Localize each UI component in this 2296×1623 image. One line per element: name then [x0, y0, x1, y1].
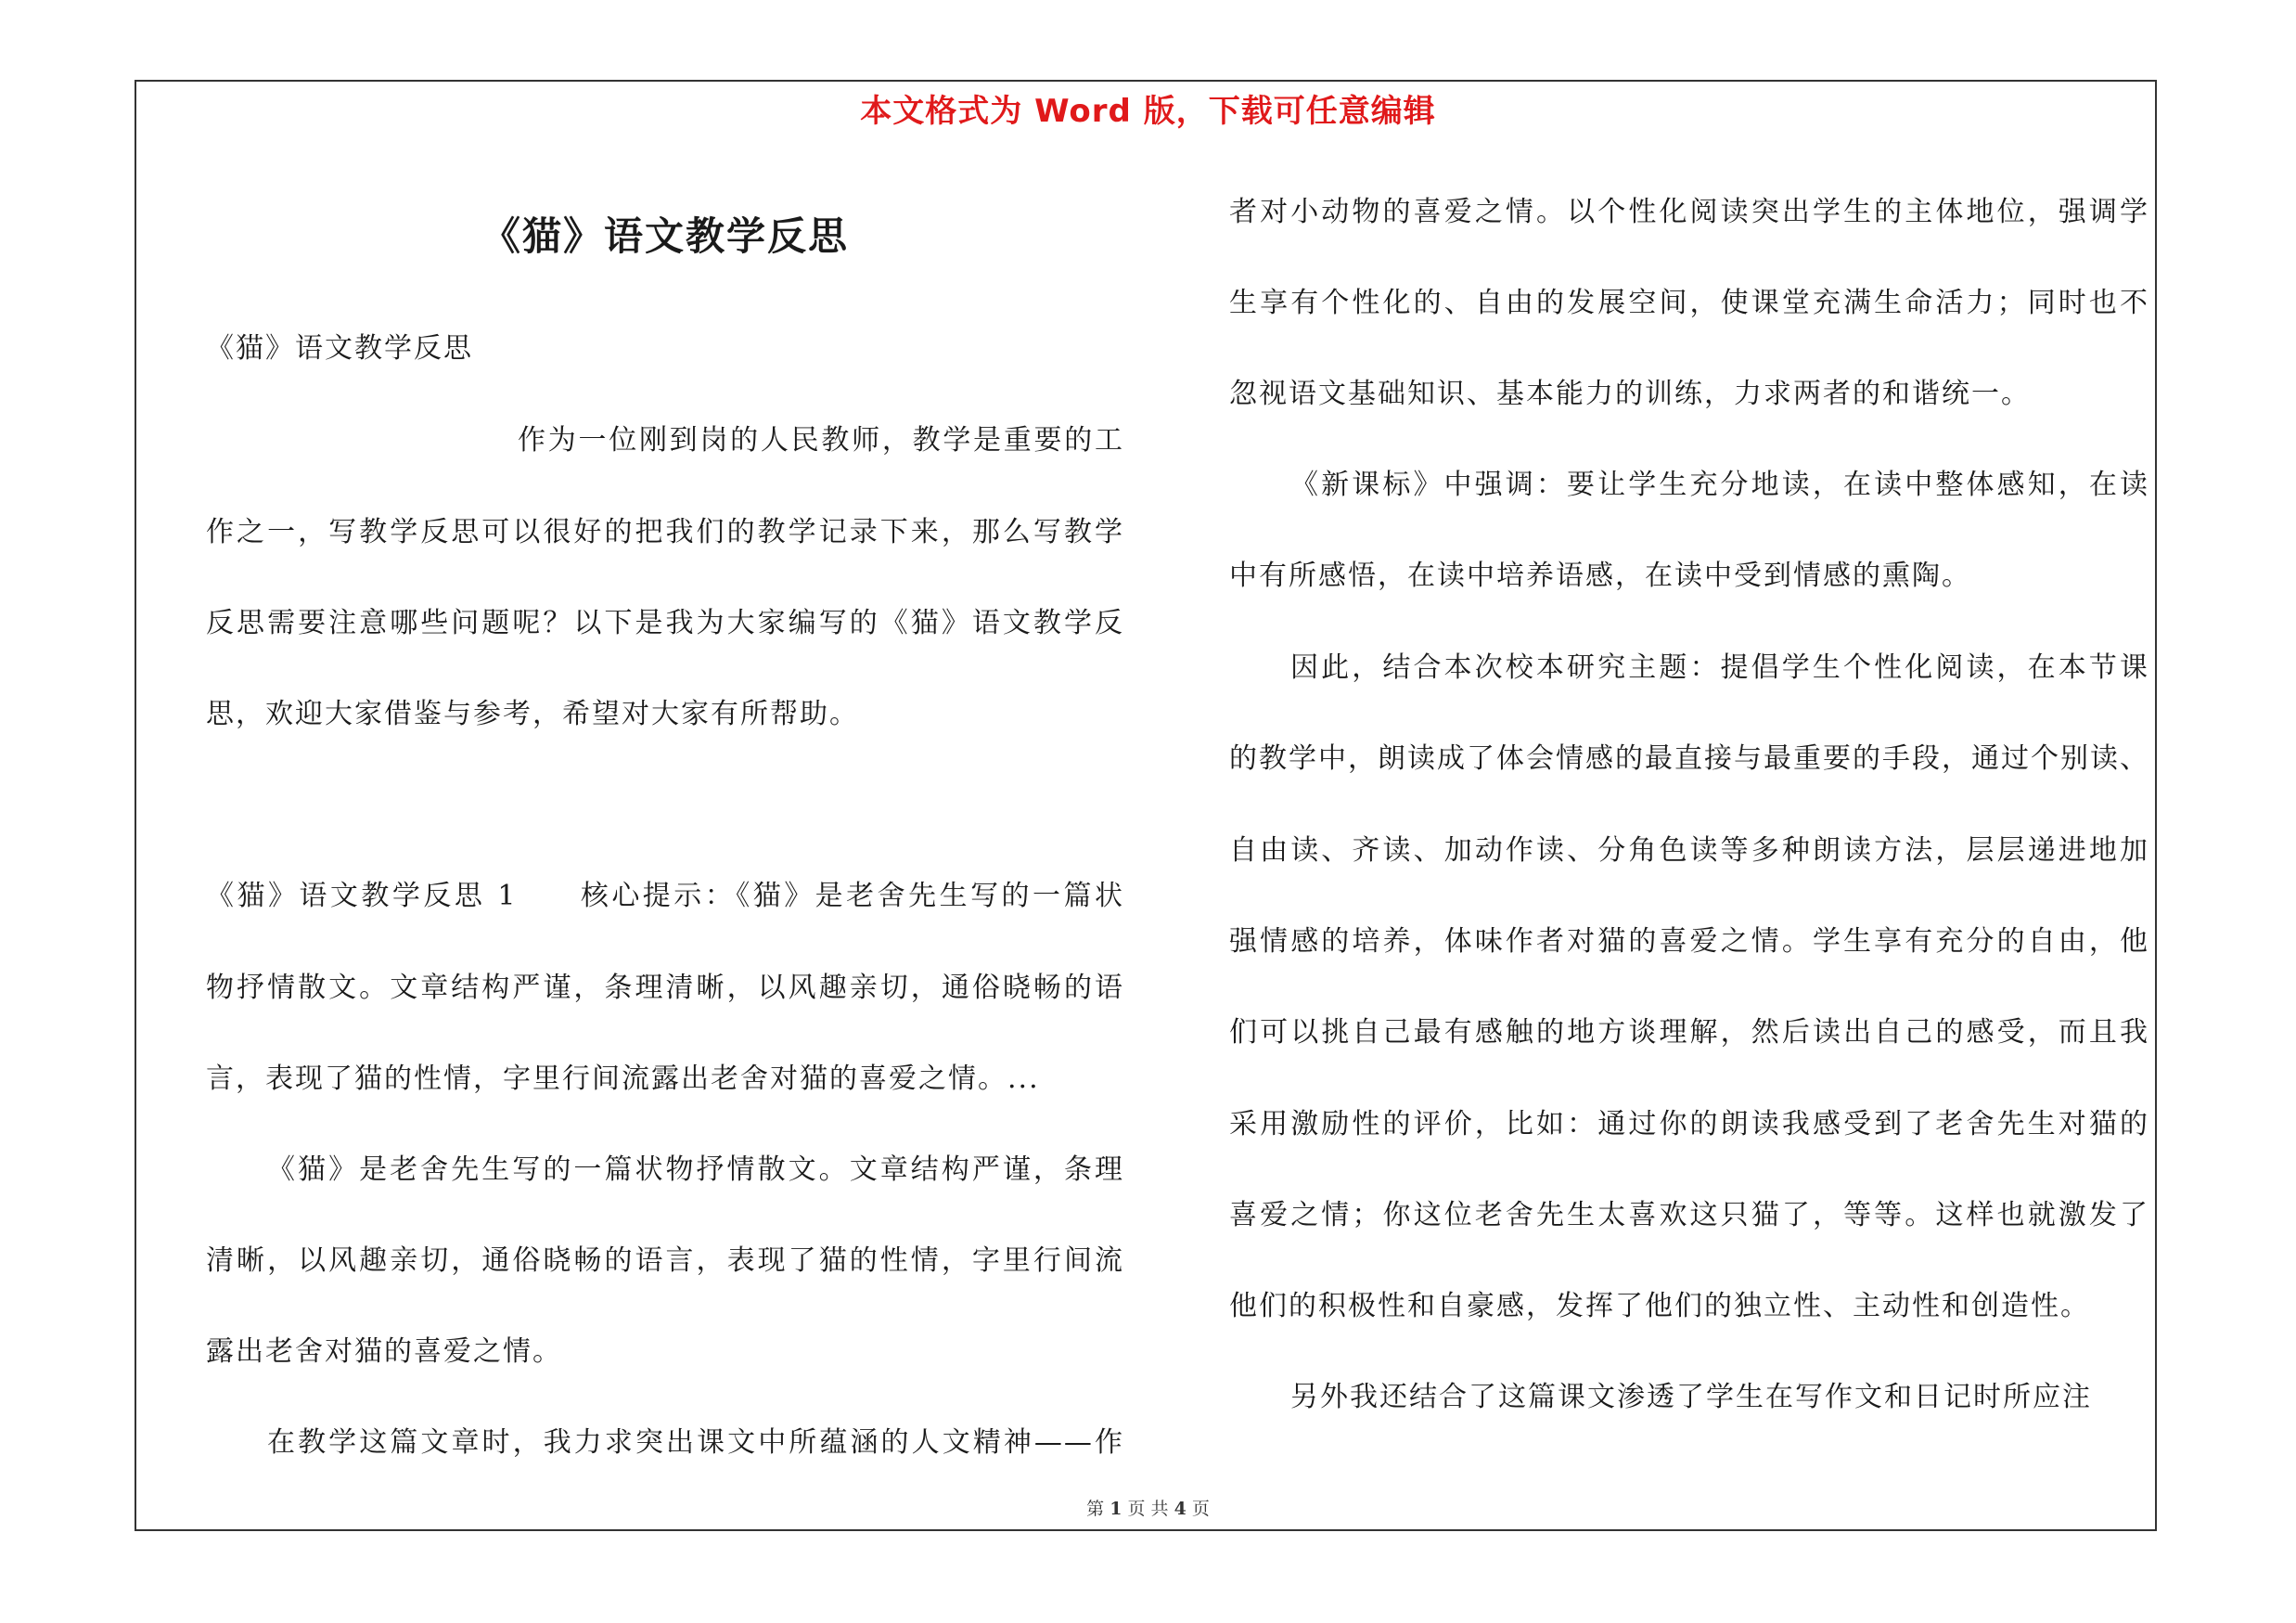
- paragraph-line: 思，欢迎大家借鉴与参考，希望对大家有所帮助。: [206, 698, 859, 730]
- paragraph-line: 《猫》语文教学反思 1 核心提示：《猫》是老舍先生写的一篇状: [206, 880, 1124, 912]
- paragraph-line: 作之一，写教学反思可以很好的把我们的教学记录下来，那么写教学: [206, 516, 1124, 548]
- paragraph-line: 露出老舍对猫的喜爱之情。: [206, 1335, 562, 1368]
- paragraph-line: 作为一位刚到岗的人民教师，教学是重要的工: [518, 424, 1124, 457]
- paragraph-line: 《猫》是老舍先生写的一篇状物抒情散文。文章结构严谨，条理: [267, 1153, 1124, 1186]
- paragraph-line: 他们的积极性和自豪感，发挥了他们的独立性、主动性和创造性。: [1229, 1290, 2090, 1322]
- paragraph-line: 《新课标》中强调：要让学生充分地读，在读中整体感知，在读: [1290, 469, 2149, 501]
- page-mid: 页 共: [1127, 1499, 1169, 1519]
- paragraph-line: 的教学中，朗读成了体会情感的最直接与最重要的手段，通过个别读、: [1229, 742, 2149, 775]
- paragraph-line: 忽视语文基础知识、基本能力的训练，力求两者的和谐统一。: [1229, 378, 2031, 410]
- paragraph-line: 生享有个性化的、自由的发展空间，使课堂充满生命活力；同时也不: [1229, 287, 2149, 319]
- paragraph-line: 因此，结合本次校本研究主题：提倡学生个性化阅读，在本节课: [1290, 651, 2149, 684]
- paragraph-line: 采用激励性的评价，比如：通过你的朗读我感受到了老舍先生对猫的: [1229, 1108, 2149, 1140]
- paragraph-line: 清晰，以风趣亲切，通俗晓畅的语言，表现了猫的性情，字里行间流: [206, 1244, 1124, 1277]
- page-suffix: 页: [1191, 1499, 1210, 1519]
- paragraph-line: 言，表现了猫的性情，字里行间流露出老舍对猫的喜爱之情。...: [206, 1063, 1040, 1095]
- paragraph-line: 在教学这篇文章时，我力求突出课文中所蕴涵的人文精神——作: [267, 1426, 1124, 1459]
- paragraph-line: 强情感的培养，体味作者对猫的喜爱之情。学生享有充分的自由，他: [1229, 925, 2149, 958]
- paragraph-line: 们可以挑自己最有感触的地方谈理解，然后读出自己的感受，而且我: [1229, 1016, 2149, 1049]
- paragraph-line: 自由读、齐读、加动作读、分角色读等多种朗读方法，层层递进地加: [1229, 834, 2149, 867]
- paragraph-line: 物抒情散文。文章结构严谨，条理清晰，以风趣亲切，通俗晓畅的语: [206, 972, 1124, 1004]
- paragraph-line: 喜爱之情；你这位老舍先生太喜欢这只猫了，等等。这样也就激发了: [1229, 1199, 2149, 1231]
- paragraph-line: 另外我还结合了这篇课文渗透了学生在写作文和日记时所应注: [1290, 1381, 2092, 1413]
- page-prefix: 第: [1086, 1499, 1105, 1519]
- format-banner: 本文格式为 Word 版，下载可任意编辑: [860, 93, 1436, 130]
- paragraph-line: 者对小动物的喜爱之情。以个性化阅读突出学生的主体地位，强调学: [1229, 196, 2149, 228]
- page-number-footer: [0, 1495, 2296, 1520]
- paragraph-line: 中有所感悟，在读中培养语感，在读中受到情感的熏陶。: [1229, 560, 1971, 592]
- current-page-number: 1: [1110, 1499, 1122, 1519]
- paragraph-line: 反思需要注意哪些问题呢？以下是我为大家编写的《猫》语文教学反: [206, 607, 1124, 639]
- document-title: 《猫》语文教学反思: [481, 213, 849, 259]
- total-page-count: 4: [1174, 1499, 1186, 1519]
- paragraph-line: 《猫》语文教学反思: [206, 332, 473, 365]
